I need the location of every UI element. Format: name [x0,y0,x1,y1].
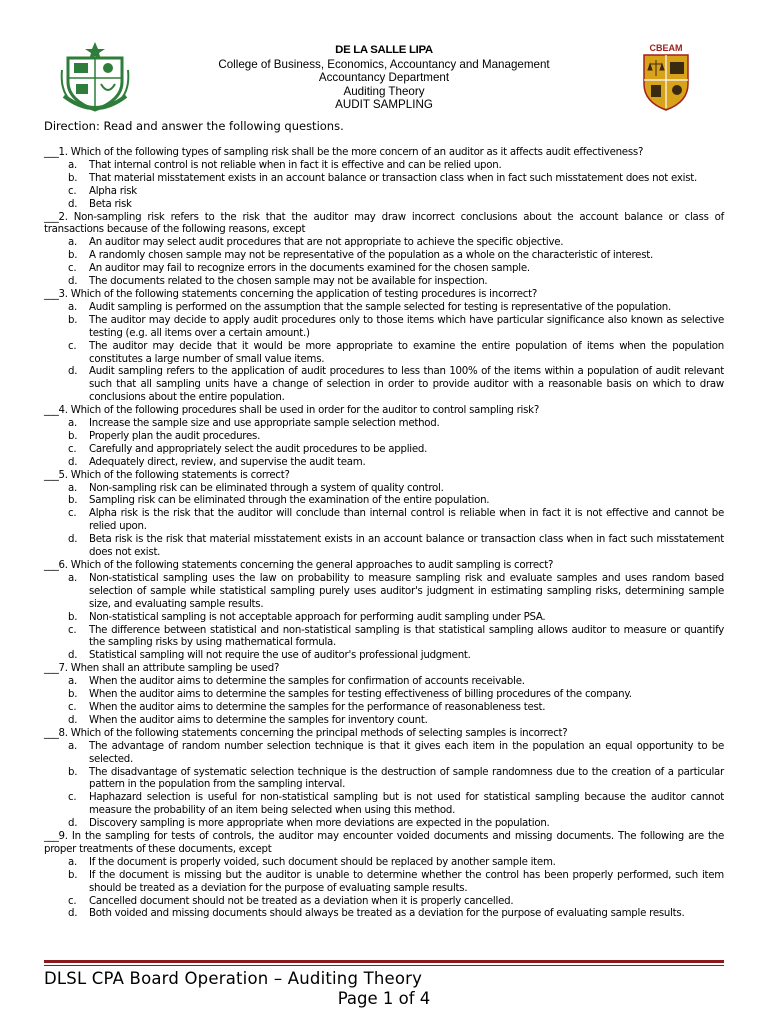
option-letter: a. [68,418,77,430]
question-stem: ___4. Which of the following procedures shall be used in order for the auditor to control sampling risk? [44,405,539,417]
option-text: Adequately direct, review, and supervise the audit team. [89,456,366,468]
option-letter: c. [68,443,77,455]
option-text: Alpha risk [89,185,137,197]
answer-option [44,263,724,276]
answer-option [44,199,724,212]
option-text: Audit sampling refers to the application of audit procedures to less than 100% of the items within a population of audit relevant such that all sampling units have a change of selection in order to provide auditor with a reasonable basis on which to draw conclusions about the entire population. [89,366,724,404]
option-text: If the document is missing but the auditor is unable to determine whether the control has been properly performed, such item should be treated as a deviation for the purpose of evaluating sample results. [89,869,724,894]
topic-name: AUDIT SAMPLING [335,98,433,112]
option-text: When the auditor aims to determine the samples for confirmation of accounts receivable. [89,676,525,688]
college-name: College of Business, Economics, Accountancy and Management [218,57,550,71]
option-letter: c. [68,508,77,520]
option-text: An auditor may fail to recognize errors in the documents examined for the chosen sample. [89,263,530,275]
option-text: Carefully and appropriately select the audit procedures to be applied. [89,443,428,455]
option-text: If the document is properly voided, such document should be replaced by another sample item. [89,856,556,868]
answer-option [44,908,724,921]
option-letter: a. [68,482,77,494]
option-text: Discovery sampling is more appropriate when more deviations are expected in the population. [89,818,550,830]
option-letter: a. [68,676,77,688]
option-letter: c. [68,792,77,804]
option-letter: b. [68,689,78,701]
option-letter: c. [68,624,77,636]
answer-option [44,483,724,496]
answer-option [44,276,724,289]
question-stem: ___8. Which of the following statements concerning the principal methods of selecting samples is incorrect? [44,727,568,739]
option-letter: b. [68,250,78,262]
option-text: Cancelled document should not be treated as a deviation when it is properly cancelled. [89,895,514,907]
option-letter: a. [68,572,77,584]
answer-option [44,341,724,367]
option-text: Both voided and missing documents should always be treated as a deviation for the purpose of evaluating sample results. [89,908,685,920]
option-text: That internal control is not reliable when in fact it is effective and can be relied upon. [89,159,502,171]
option-letter: b. [68,314,78,326]
option-text: Statistical sampling will not require the use of auditor's professional judgment. [89,650,471,662]
question-stem: ___9. In the sampling for tests of controls, the auditor may encounter voided documents and missing documents. The following are the proper treatments of these documents, except [44,831,724,855]
page-number: Page 1 of 4 [337,989,431,1008]
question-stem: ___3. Which of the following statements concerning the application of testing procedures is incorrect? [44,288,538,300]
answer-option [44,315,724,341]
questions-list [44,147,724,921]
question-stem: ___1. Which of the following types of sampling risk shall be the more concern of an auditor as it affects audit effectiveness? [44,147,644,158]
option-text: Alpha risk is the risk that the auditor will conclude than internal control is reliable when in fact it is not effective and cannot be relied upon. [89,508,724,533]
option-letter: a. [68,740,77,752]
answer-option [44,186,724,199]
question-stem: ___2. Non-sampling risk refers to the risk that the auditor may draw incorrect conclusions about the account balance or class of transactions because of the following reasons, except [44,211,724,236]
option-letter: b. [68,172,78,184]
answer-option [44,857,724,870]
option-text: The auditor may decide that it would be more appropriate to examine the entire population of items when the population constitutes a large number of small value items. [89,340,724,365]
option-text: Non-statistical sampling uses the law on probability to measure sampling risk and evaluate samples and uses random based selection of sample while statistical sampling purely uses auditor's judgment in estimating sampling risks, determining sample size, and evaluating sample results. [89,572,724,610]
option-letter: d. [68,198,78,210]
question-stem: ___7. When shall an attribute sampling be used? [44,663,280,675]
answer-option [44,715,724,728]
option-text: Properly plan the audit procedures. [89,430,261,442]
footer-divider-thick [44,960,724,963]
answer-option [44,702,724,715]
answer-option [44,792,724,818]
option-letter: d. [68,456,78,468]
option-text: When the auditor aims to determine the samples for the performance of reasonableness test. [89,701,546,713]
option-letter: d. [68,366,78,378]
answer-option [44,534,724,560]
answer-option [44,457,724,470]
answer-option [44,302,724,315]
school-name: DE LA SALLE LIPA [335,44,433,56]
document-header [0,36,768,116]
answer-option [44,676,724,689]
option-text: Non-sampling risk can be eliminated through a system of quality control. [89,482,444,494]
cbeam-logo-icon [640,42,692,112]
option-letter: c. [68,185,77,197]
option-letter: d. [68,650,78,662]
answer-option [44,237,724,250]
option-text: The advantage of random number selection technique is that it gives each item in the population an equal opportunity to be selected. [89,740,724,765]
option-text: Haphazard selection is useful for non-statistical sampling but is not used for statistical sampling because the auditor cannot measure the probability of an item being selected when using this method. [89,792,724,817]
option-text: The difference between statistical and non-statistical sampling is that statistical sampling allows auditor to measure or quantify the sampling risks by using mathematical formula. [89,624,724,649]
option-letter: b. [68,869,78,881]
option-text: Increase the sample size and use appropriate sample selection method. [89,418,440,430]
answer-option [44,612,724,625]
answer-option [44,896,724,909]
option-text: Non-statistical sampling is not acceptable approach for performing audit sampling under PSA. [89,611,546,623]
answer-option [44,366,724,405]
answer-option [44,818,724,831]
option-letter: c. [68,340,77,352]
answer-option [44,508,724,534]
footer-divider-thin [44,965,724,966]
option-text: The auditor may decide to apply audit procedures only to those items which have particular significance also known as selective testing (e.g. all items over a certain amount.) [89,314,724,339]
option-letter: c. [68,263,77,275]
answer-option [44,573,724,612]
answer-option [44,444,724,457]
department-name: Accountancy Department [318,71,450,85]
answer-option [44,431,724,444]
option-letter: b. [68,611,78,623]
option-text: The disadvantage of systematic selection technique is the destruction of sample randomness due to the creation of a particular pattern in the population from the sampling interval. [89,766,724,791]
direction-text: Direction: Read and answer the following questions. [44,119,344,133]
option-letter: a. [68,237,77,249]
option-letter: d. [68,908,78,920]
footer-title: DLSL CPA Board Operation – Auditing Theory [44,969,423,988]
answer-option [44,870,724,896]
option-text: Sampling risk can be eliminated through the examination of the entire population. [89,495,490,507]
option-text: The documents related to the chosen sample may not be available for inspection. [89,276,488,288]
option-text: When the auditor aims to determine the samples for inventory count. [89,714,428,726]
subject-name: Auditing Theory [343,84,425,98]
question-stem: ___5. Which of the following statements is correct? [44,469,290,481]
answer-option [44,418,724,431]
option-letter: d. [68,714,78,726]
option-letter: d. [68,534,78,546]
option-letter: d. [68,276,78,288]
option-letter: a. [68,856,77,868]
answer-option [44,741,724,767]
option-letter: c. [68,895,77,907]
option-text: Beta risk is the risk that material misstatement exists in an account balance or transaction class when in fact such misstatement does not exist. [89,534,724,559]
option-text: An auditor may select audit procedures that are not appropriate to achieve the specific objective. [89,237,564,249]
option-letter: c. [68,701,77,713]
answer-option [44,767,724,793]
option-letter: a. [68,159,77,171]
option-letter: b. [68,495,78,507]
option-text: A randomly chosen sample may not be representative of the population as a whole on the characteristic of interest. [89,250,653,262]
answer-option [44,495,724,508]
question-stem: ___6. Which of the following statements concerning the general approaches to audit sampling is correct? [44,560,554,571]
cbeam-logo-text: CBEAM [649,43,683,53]
option-text: That material misstatement exists in an account balance or transaction class when in fact such misstatement does not exist. [89,172,697,184]
answer-option [44,250,724,263]
option-text: Audit sampling is performed on the assumption that the sample selected for testing is representative of the population. [89,301,671,313]
option-letter: d. [68,818,78,830]
option-text: Beta risk [89,198,132,210]
answer-option [44,173,724,186]
option-letter: b. [68,430,78,442]
option-letter: a. [68,301,77,313]
answer-option [44,650,724,663]
answer-option [44,689,724,702]
answer-option [44,625,724,651]
answer-option [44,160,724,173]
option-letter: b. [68,766,78,778]
option-text: When the auditor aims to determine the samples for testing effectiveness of billing procedures of the company. [89,689,632,701]
